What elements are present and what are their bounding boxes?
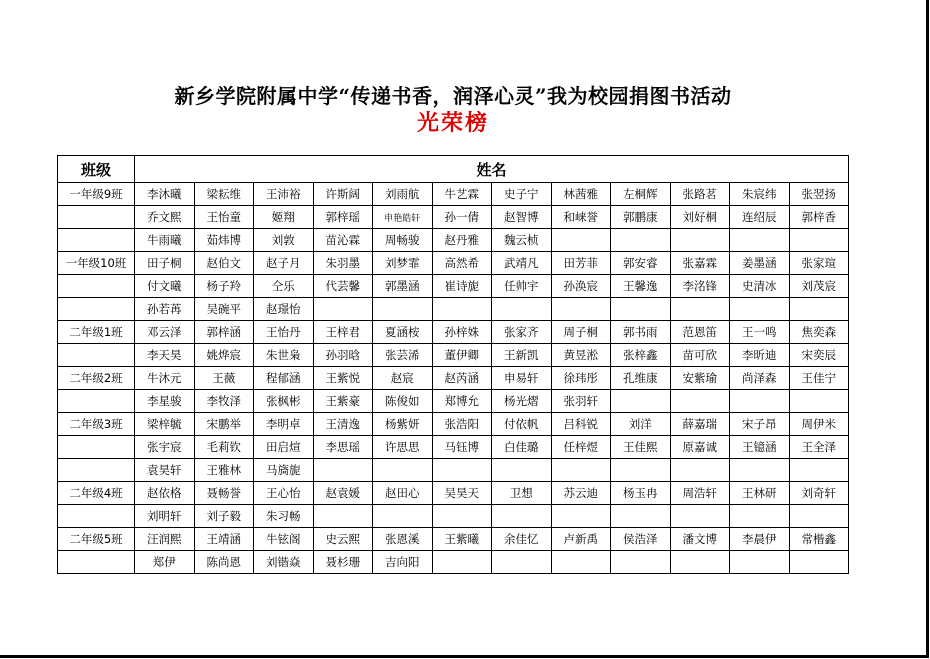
page-title: 新乡学院附属中学“传递书香，润泽心灵”我为校园捐图书活动 (174, 84, 732, 108)
name-cell: 左桐辉 (611, 183, 671, 206)
name-cell (730, 298, 790, 321)
name-cell: 孙涣宸 (551, 275, 611, 298)
name-cell: 田子桐 (135, 252, 195, 275)
name-cell (670, 390, 730, 413)
name-cell: 牛艺霖 (432, 183, 492, 206)
name-cell: 郑伊 (135, 551, 195, 574)
name-cell: 赵宸 (373, 367, 433, 390)
name-cell: 董伊卿 (432, 344, 492, 367)
name-cell: 王雅林 (194, 459, 254, 482)
name-cell (432, 459, 492, 482)
name-cell (611, 390, 671, 413)
name-cell: 武靖凡 (492, 252, 552, 275)
class-cell (58, 229, 135, 252)
name-cell: 和崃誉 (551, 206, 611, 229)
name-cell: 梁梓毓 (135, 413, 195, 436)
name-cell: 朱宸纬 (730, 183, 790, 206)
name-cell (670, 551, 730, 574)
table-row (58, 528, 849, 551)
name-cell: 李牧泽 (194, 390, 254, 413)
name-cell: 汪润熙 (135, 528, 195, 551)
name-cell: 孔维康 (611, 367, 671, 390)
class-cell: 一年级10班 (58, 252, 135, 275)
name-cell: 许斯阔 (313, 183, 373, 206)
name-cell: 张恩溪 (373, 528, 433, 551)
name-cell: 代芸馨 (313, 275, 373, 298)
class-cell: 二年级4班 (58, 482, 135, 505)
table-row (58, 482, 849, 505)
donor-roster-table (57, 155, 849, 574)
name-cell: 卫想 (492, 482, 552, 505)
table-header-row (58, 156, 849, 183)
name-cell: 吕科锐 (551, 413, 611, 436)
name-cell (670, 459, 730, 482)
name-cell (789, 298, 849, 321)
table-row (58, 298, 849, 321)
name-cell: 郭书雨 (611, 321, 671, 344)
name-cell (373, 459, 433, 482)
class-cell: 二年级2班 (58, 367, 135, 390)
name-cell: 潘文博 (670, 528, 730, 551)
name-cell: 孙羽晗 (313, 344, 373, 367)
table-row (58, 413, 849, 436)
name-cell: 白佳璐 (492, 436, 552, 459)
name-cell: 赵芮涵 (432, 367, 492, 390)
name-cell: 王紫曦 (432, 528, 492, 551)
name-cell: 王紫悦 (313, 367, 373, 390)
name-cell: 杨子羚 (194, 275, 254, 298)
name-cell (551, 298, 611, 321)
name-cell: 崔诗旎 (432, 275, 492, 298)
name-cell: 乔文熙 (135, 206, 195, 229)
name-cell: 林茜雅 (551, 183, 611, 206)
name-cell: 马旖旎 (254, 459, 314, 482)
name-cell (670, 298, 730, 321)
class-cell: 二年级5班 (58, 528, 135, 551)
name-cell: 李沐曦 (135, 183, 195, 206)
table-row (58, 344, 849, 367)
name-cell: 田芳菲 (551, 252, 611, 275)
name-cell (611, 298, 671, 321)
name-cell: 牛沐元 (135, 367, 195, 390)
name-cell: 焦奕森 (789, 321, 849, 344)
name-cell (551, 459, 611, 482)
name-cell: 王心怡 (254, 482, 314, 505)
class-cell (58, 390, 135, 413)
name-cell: 赵田心 (373, 482, 433, 505)
name-cell: 陈尚恩 (194, 551, 254, 574)
name-cell: 刘锴焱 (254, 551, 314, 574)
name-cell: 尚泽森 (730, 367, 790, 390)
name-cell: 李昕迪 (730, 344, 790, 367)
class-cell (58, 206, 135, 229)
name-cell: 郭鹏康 (611, 206, 671, 229)
name-cell: 赵丹雅 (432, 229, 492, 252)
name-cell: 聂杉珊 (313, 551, 373, 574)
name-cell: 卢新禹 (551, 528, 611, 551)
name-cell (492, 551, 552, 574)
name-cell: 吴碗平 (194, 298, 254, 321)
name-cell: 刘茂宸 (789, 275, 849, 298)
name-cell (789, 551, 849, 574)
name-cell: 王一鸣 (730, 321, 790, 344)
name-cell: 吴昊天 (432, 482, 492, 505)
table-row (58, 321, 849, 344)
name-cell: 张芸浠 (373, 344, 433, 367)
name-cell: 周子桐 (551, 321, 611, 344)
name-cell: 赵依格 (135, 482, 195, 505)
name-cell: 赵伯文 (194, 252, 254, 275)
name-cell: 聂畅誉 (194, 482, 254, 505)
name-cell (611, 229, 671, 252)
name-cell: 史清冰 (730, 275, 790, 298)
name-cell: 申易轩 (492, 367, 552, 390)
name-cell: 李晨伊 (730, 528, 790, 551)
name-cell (551, 505, 611, 528)
name-cell: 朱习畅 (254, 505, 314, 528)
name-cell: 申艳皓轩 (373, 206, 433, 229)
class-cell (58, 344, 135, 367)
name-cell (730, 390, 790, 413)
name-cell (432, 551, 492, 574)
name-cell (432, 505, 492, 528)
table-row (58, 551, 849, 574)
name-cell: 王怡丹 (254, 321, 314, 344)
name-cell: 苗可欣 (670, 344, 730, 367)
name-cell: 王靖涵 (194, 528, 254, 551)
name-cell: 宋子昂 (730, 413, 790, 436)
name-cell: 王清逸 (313, 413, 373, 436)
name-cell: 张翌扬 (789, 183, 849, 206)
name-cell (670, 505, 730, 528)
name-cell: 袁昊轩 (135, 459, 195, 482)
table-row (58, 367, 849, 390)
name-cell: 王全泽 (789, 436, 849, 459)
class-cell: 二年级3班 (58, 413, 135, 436)
name-cell: 宋鹏举 (194, 413, 254, 436)
name-cell: 徐玮彤 (551, 367, 611, 390)
name-cell: 周浩轩 (670, 482, 730, 505)
honor-roll-subtitle: 光荣榜 (416, 110, 489, 136)
name-cell: 姬翔 (254, 206, 314, 229)
name-cell (313, 459, 373, 482)
class-cell (58, 298, 135, 321)
table-row (58, 183, 849, 206)
name-cell: 高然希 (432, 252, 492, 275)
name-cell (373, 505, 433, 528)
name-cell (789, 390, 849, 413)
name-cell: 张嘉霖 (670, 252, 730, 275)
name-cell: 茹炜博 (194, 229, 254, 252)
name-cell: 史云熙 (313, 528, 373, 551)
name-cell (313, 298, 373, 321)
name-cell: 王梓君 (313, 321, 373, 344)
name-cell: 王怡童 (194, 206, 254, 229)
name-cell: 宋奕辰 (789, 344, 849, 367)
table-row (58, 252, 849, 275)
name-cell (492, 298, 552, 321)
name-cell (492, 505, 552, 528)
name-cell (730, 229, 790, 252)
class-cell (58, 459, 135, 482)
name-cell: 余佳忆 (492, 528, 552, 551)
name-cell (611, 459, 671, 482)
name-cell: 郭安睿 (611, 252, 671, 275)
name-cell: 周畅骏 (373, 229, 433, 252)
name-cell: 张家瑄 (789, 252, 849, 275)
name-cell: 黄昱淞 (551, 344, 611, 367)
name-cell: 王薇 (194, 367, 254, 390)
name-cell: 朱羽墨 (313, 252, 373, 275)
name-cell: 魏云桢 (492, 229, 552, 252)
name-cell: 张家齐 (492, 321, 552, 344)
name-cell: 朱世枭 (254, 344, 314, 367)
name-cell: 孙一倩 (432, 206, 492, 229)
name-cell: 陈俊如 (373, 390, 433, 413)
name-cell (730, 505, 790, 528)
name-cell: 郭梓香 (789, 206, 849, 229)
name-cell (730, 551, 790, 574)
name-cell: 付文曦 (135, 275, 195, 298)
name-cell: 杨玉冉 (611, 482, 671, 505)
name-cell: 毛莉钦 (194, 436, 254, 459)
name-cell: 孙梓姝 (432, 321, 492, 344)
name-cell: 杨紫妍 (373, 413, 433, 436)
name-cell (789, 459, 849, 482)
name-cell (611, 505, 671, 528)
name-cell: 仝乐 (254, 275, 314, 298)
class-cell: 二年级1班 (58, 321, 135, 344)
roster-body (58, 183, 849, 574)
class-column-header: 班级 (58, 156, 135, 183)
name-cell: 郑博允 (432, 390, 492, 413)
name-cell: 刘子毅 (194, 505, 254, 528)
name-cell: 原嘉诚 (670, 436, 730, 459)
name-cell: 刘奇轩 (789, 482, 849, 505)
table-row (58, 390, 849, 413)
name-cell: 王佳熙 (611, 436, 671, 459)
name-cell: 刘洋 (611, 413, 671, 436)
name-cell (611, 551, 671, 574)
name-cell (670, 229, 730, 252)
name-cell: 任帅宇 (492, 275, 552, 298)
class-cell: 一年级9班 (58, 183, 135, 206)
name-cell: 马钰博 (432, 436, 492, 459)
name-cell: 王新凯 (492, 344, 552, 367)
name-cell: 李洺锋 (670, 275, 730, 298)
name-cell: 常楷鑫 (789, 528, 849, 551)
name-cell: 赵袁媛 (313, 482, 373, 505)
name-cell: 张浩阳 (432, 413, 492, 436)
name-cell: 付依帆 (492, 413, 552, 436)
name-cell: 李明卓 (254, 413, 314, 436)
name-cell (551, 551, 611, 574)
name-cell (432, 298, 492, 321)
name-cell: 范恩笛 (670, 321, 730, 344)
name-cell (373, 298, 433, 321)
name-cell: 吉向阳 (373, 551, 433, 574)
name-cell: 刘明轩 (135, 505, 195, 528)
class-cell (58, 436, 135, 459)
name-cell (551, 229, 611, 252)
name-cell: 王林研 (730, 482, 790, 505)
name-cell: 郭墨涵 (373, 275, 433, 298)
name-cell: 牛雨曦 (135, 229, 195, 252)
name-cell (313, 505, 373, 528)
table-row (58, 206, 849, 229)
name-cell: 刘梦霏 (373, 252, 433, 275)
table-row (58, 459, 849, 482)
name-cell: 王沛裕 (254, 183, 314, 206)
name-cell: 张梓鑫 (611, 344, 671, 367)
name-cell: 邓云泽 (135, 321, 195, 344)
name-cell: 安紫瑜 (670, 367, 730, 390)
class-cell (58, 551, 135, 574)
name-cell: 赵子月 (254, 252, 314, 275)
names-column-header: 姓名 (135, 156, 849, 183)
name-cell: 任梓煜 (551, 436, 611, 459)
name-cell: 苏云迪 (551, 482, 611, 505)
name-cell: 赵璟怡 (254, 298, 314, 321)
name-cell: 王紫豪 (313, 390, 373, 413)
name-cell (789, 505, 849, 528)
name-cell: 周伊米 (789, 413, 849, 436)
table-row (58, 436, 849, 459)
name-cell: 李天昊 (135, 344, 195, 367)
name-cell: 郭梓涵 (194, 321, 254, 344)
name-cell: 侯浩泽 (611, 528, 671, 551)
table-row (58, 229, 849, 252)
name-cell: 程郁涵 (254, 367, 314, 390)
name-cell: 田启煊 (254, 436, 314, 459)
name-cell: 王镱涵 (730, 436, 790, 459)
name-cell: 夏涵桉 (373, 321, 433, 344)
name-cell: 苗沁霖 (313, 229, 373, 252)
name-cell: 杨光熠 (492, 390, 552, 413)
name-cell: 薛嘉瑞 (670, 413, 730, 436)
name-cell: 张羽轩 (551, 390, 611, 413)
class-cell (58, 505, 135, 528)
name-cell: 孙若苒 (135, 298, 195, 321)
name-cell: 刘敦 (254, 229, 314, 252)
name-cell: 张路茗 (670, 183, 730, 206)
name-cell: 姜墨涵 (730, 252, 790, 275)
name-cell: 许思思 (373, 436, 433, 459)
table-row (58, 505, 849, 528)
name-cell: 赵智博 (492, 206, 552, 229)
name-cell: 刘雨航 (373, 183, 433, 206)
name-cell: 牛铉阁 (254, 528, 314, 551)
name-cell (730, 459, 790, 482)
name-cell: 梁耘维 (194, 183, 254, 206)
name-cell: 李思瑶 (313, 436, 373, 459)
name-cell: 史子宁 (492, 183, 552, 206)
name-cell: 刘好桐 (670, 206, 730, 229)
name-cell: 李星骏 (135, 390, 195, 413)
name-cell: 郭梓瑶 (313, 206, 373, 229)
name-cell: 姚烨宸 (194, 344, 254, 367)
class-cell (58, 275, 135, 298)
name-cell: 张宇宸 (135, 436, 195, 459)
name-cell (789, 229, 849, 252)
name-cell: 王佳宁 (789, 367, 849, 390)
table-row (58, 275, 849, 298)
name-cell (492, 459, 552, 482)
name-cell: 张枫彬 (254, 390, 314, 413)
name-cell: 王馨逸 (611, 275, 671, 298)
name-cell: 连绍辰 (730, 206, 790, 229)
